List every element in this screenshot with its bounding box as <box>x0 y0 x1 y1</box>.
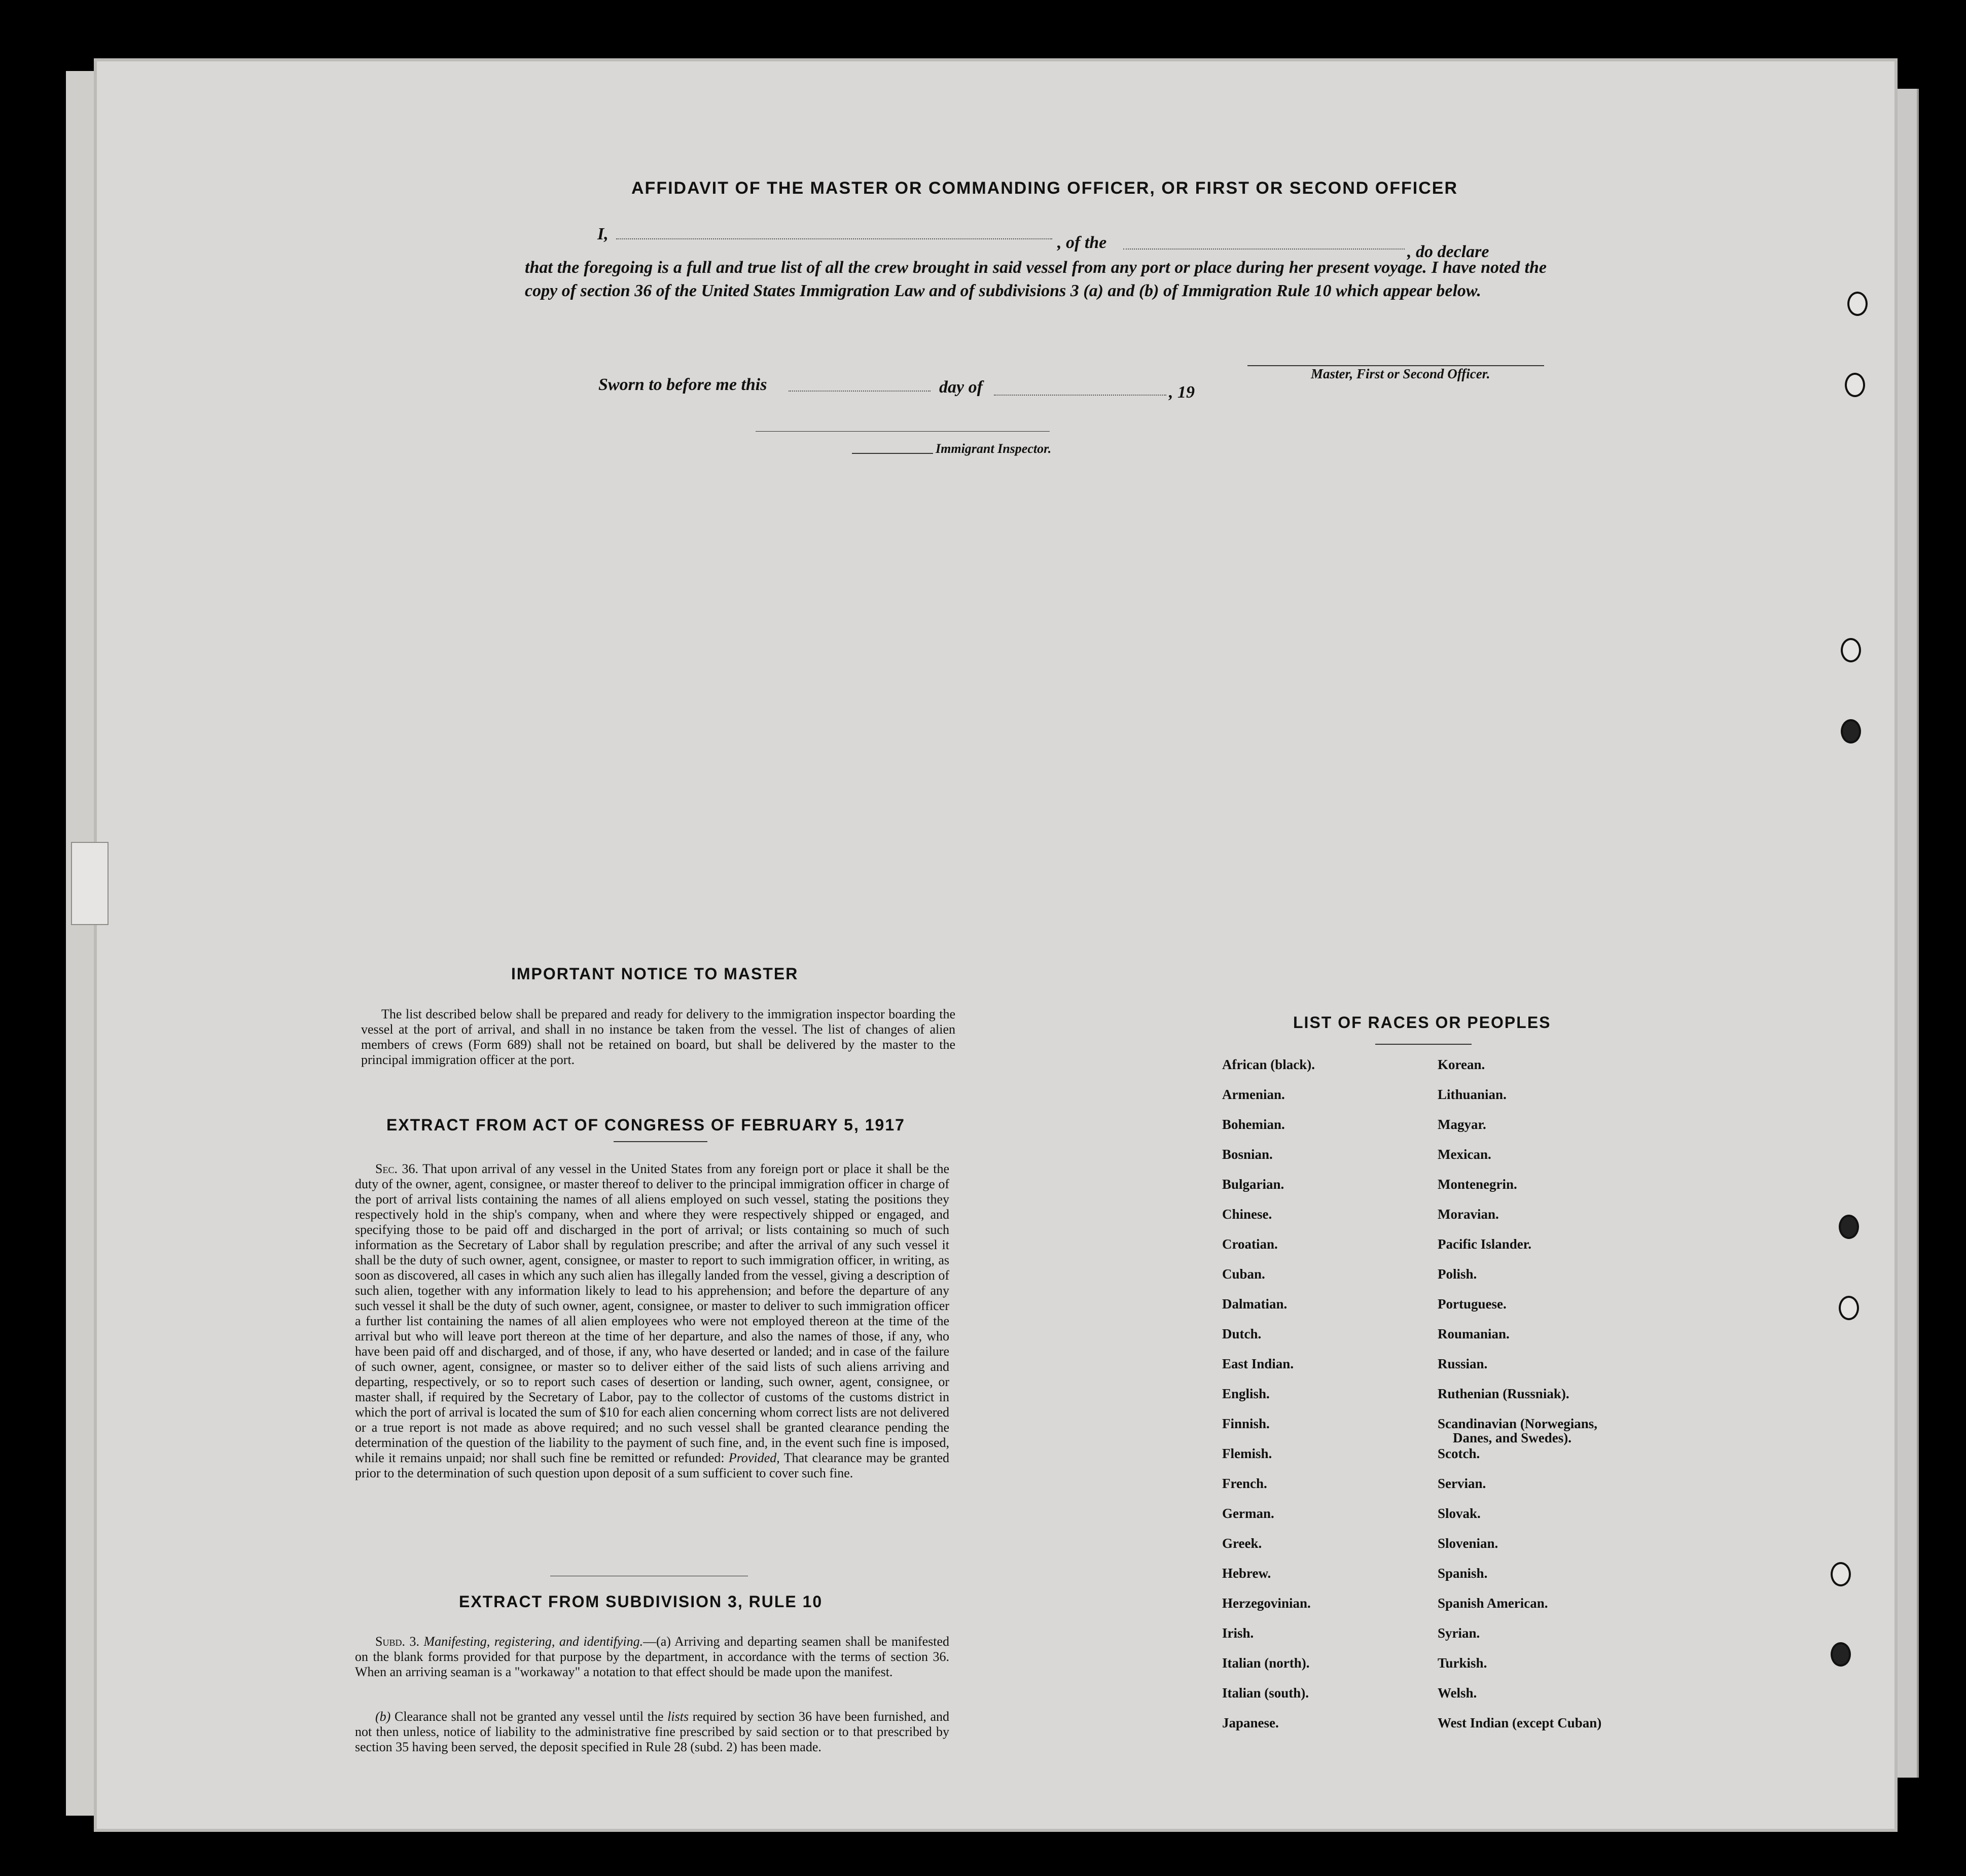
race-item <box>1438 1417 1691 1446</box>
race-item: Polish. <box>1438 1266 1477 1282</box>
race-item: Spanish. <box>1438 1566 1488 1581</box>
inspector-signature-line-short <box>852 453 933 454</box>
race-item: Bohemian. <box>1222 1117 1285 1132</box>
race-item: Italian (north). <box>1222 1655 1310 1671</box>
race-item: Turkish. <box>1438 1655 1487 1671</box>
race-item: German. <box>1222 1506 1274 1521</box>
name-blank <box>616 238 1052 239</box>
race-item: West Indian (except Cuban) <box>1438 1715 1602 1730</box>
race-item: Herzegovinian. <box>1222 1596 1311 1611</box>
left-binding-strip <box>66 71 94 1816</box>
race-item: Scotch. <box>1438 1446 1480 1461</box>
race-item-line2: Danes, and Swedes). <box>1453 1430 1572 1445</box>
race-item: African (black). <box>1222 1057 1315 1072</box>
race-item: Slovak. <box>1438 1506 1481 1521</box>
race-item: Bulgarian. <box>1222 1177 1284 1192</box>
subd-a-text: —(a) Arriving and departing seamen shall be manifested on the blank forms provided for that purpose by the department, in accordance with the terms of section 36. When an arriving seaman is a "workaway" a notation to that effect should be made upon the manifest. <box>355 1634 949 1679</box>
rule-text-b <box>355 1709 949 1755</box>
binder-hole <box>1847 292 1868 316</box>
act-title: EXTRACT FROM ACT OF CONGRESS OF FEBRUARY 5, 1917 <box>386 1116 905 1134</box>
act-text <box>355 1161 949 1481</box>
race-item: Magyar. <box>1438 1117 1486 1132</box>
race-item: Russian. <box>1438 1356 1488 1371</box>
binding-tab <box>71 842 109 925</box>
race-item: Cuban. <box>1222 1266 1265 1282</box>
year-label: , 19 <box>1169 383 1195 402</box>
of-the-label: , of the <box>1057 233 1107 252</box>
race-item: Hebrew. <box>1222 1566 1271 1581</box>
race-item: Mexican. <box>1438 1147 1491 1162</box>
provided-label: Provided, <box>728 1450 780 1465</box>
race-item: Pacific Islander. <box>1438 1236 1531 1252</box>
day-blank <box>789 391 931 392</box>
binder-hole <box>1839 1296 1859 1320</box>
race-item: Bosnian. <box>1222 1147 1273 1162</box>
races-right-column <box>1438 1057 1691 1746</box>
race-item: Flemish. <box>1222 1446 1272 1461</box>
subd-b-lists: lists <box>667 1709 689 1724</box>
race-item: French. <box>1222 1476 1267 1491</box>
race-item: Chinese. <box>1222 1207 1272 1222</box>
race-item: Montenegrin. <box>1438 1177 1517 1192</box>
race-item: Korean. <box>1438 1057 1485 1072</box>
act-title-rule <box>614 1141 707 1142</box>
binder-hole <box>1841 719 1861 744</box>
race-item: Welsh. <box>1438 1685 1477 1701</box>
race-item: Slovenian. <box>1438 1536 1498 1551</box>
rule-text-a <box>355 1634 949 1680</box>
subd-label: Subd. 3. <box>375 1634 419 1649</box>
binder-hole <box>1839 1215 1859 1239</box>
race-item: Ruthenian (Russniak). <box>1438 1386 1569 1401</box>
act-body: That upon arrival of any vessel in the United States from any foreign port or place it shall be the duty of the owner, agent, consignee, or master thereof to deliver to the principal immigration officer in charge of the port of arrival lists containing the names of all aliens employed on such vessel, stating the positions they respectively hold in the ship's company, when and where they were respectively shipped or engaged, and specifying those to be paid off and discharged in the port of arrival; or lists containing so much of such information as the Secretary of Labor shall by regulation prescribe; and after the arrival of any such vessel it shall be the duty of such owner, agent, consignee, or master to report to such immigration officer, in writing, as soon as discovered, all cases in which any such alien has illegally landed from the vessel, giving a description of such alien, together with any information likely to lead to his apprehension; and before the departure of any such vessel it shall be the duty of such owner, agent, consignee, or master to deliver to such immigration officer a further list containing the names of all alien employees who were not employed thereon at the time of the arrival but who will leave port thereon at the time of her departure, and also the names of those, if any, who have been paid off and discharged, and of those, if any, who have deserted or landed; and in case of the failure of such owner, agent, consignee, or master so to deliver either of the said lists of such aliens arriving and departing, respectively, or so to report such cases of desertion or landing, such owner, agent, consignee, or master shall, if required by the Secretary of Labor, pay to the collector of customs of the customs district in which the port of arrival is located the sum of $10 for each alien concerning whom correct lists are not delivered or a true report is not made as above required; and no such vessel shall be granted clearance pending the determination of the question of the liability to the payment of such fine, and, in the event such fine is imposed, while it remains unpaid; nor shall such fine be remitted or refunded: <box>355 1161 950 1465</box>
subd-heading: Manifesting, registering, and identifying. <box>423 1634 644 1649</box>
notice-title: IMPORTANT NOTICE TO MASTER <box>511 965 799 983</box>
race-item: Dutch. <box>1222 1326 1262 1341</box>
race-item: Lithuanian. <box>1438 1087 1507 1102</box>
month-blank <box>994 395 1166 396</box>
affidavit-text: that the foregoing is a full and true list of all the crew brought in said vessel from any port or place during her present voyage. I have noted the copy of section 36 of the United States Immigration Law and of subdivisions 3 (a) and (b) of Immigration Rule 10 which appear below. <box>525 258 1547 300</box>
binder-hole <box>1831 1642 1851 1667</box>
race-item: Irish. <box>1222 1625 1254 1641</box>
do-declare-label: , do declare <box>1407 242 1489 261</box>
race-item: Syrian. <box>1438 1625 1480 1641</box>
master-signature-caption: Master, First or Second Officer. <box>1311 366 1490 381</box>
race-item: East Indian. <box>1222 1356 1294 1371</box>
race-item: Roumanian. <box>1438 1326 1510 1341</box>
inspector-signature-line <box>756 431 1050 432</box>
act-body-end: That clearance may be granted prior to the determination of such question upon deposit of a sum sufficient to cover such fine. <box>355 1450 950 1480</box>
sworn-label: Sworn to before me this <box>598 375 767 394</box>
race-item-line1: Scandinavian (Norwegians, <box>1438 1416 1598 1431</box>
race-item: Italian (south). <box>1222 1685 1309 1701</box>
races-title: LIST OF RACES OR PEOPLES <box>1293 1013 1551 1032</box>
race-item: Spanish American. <box>1438 1596 1548 1611</box>
race-item: English. <box>1222 1386 1270 1401</box>
binder-hole <box>1841 638 1861 662</box>
race-item: Servian. <box>1438 1476 1486 1491</box>
sec-label: Sec. 36. <box>375 1161 419 1176</box>
race-item: Japanese. <box>1222 1715 1279 1730</box>
i-label: I, <box>597 225 609 243</box>
race-item: Finnish. <box>1222 1416 1270 1431</box>
subd-b-text-1: Clearance shall not be granted any vessel until the <box>394 1709 664 1724</box>
binder-hole <box>1831 1562 1851 1586</box>
race-item: Greek. <box>1222 1536 1262 1551</box>
affidavit-title: AFFIDAVIT OF THE MASTER OR COMMANDING OFFICER, OR FIRST OR SECOND OFFICER <box>631 179 1458 198</box>
day-of-label: day of <box>939 378 983 397</box>
inspector-signature-caption: Immigrant Inspector. <box>936 441 1052 456</box>
binder-hole <box>1845 373 1865 397</box>
race-item: Portuguese. <box>1438 1296 1507 1312</box>
race-item: Armenian. <box>1222 1087 1285 1102</box>
race-item: Croatian. <box>1222 1236 1278 1252</box>
race-item: Dalmatian. <box>1222 1296 1288 1312</box>
notice-text: The list described below shall be prepared and ready for delivery to the immigration inspector boarding the vessel at the port of arrival, and shall in no instance be taken from the vessel. The list of changes of alien members of crews (Form 689) shall not be retained on board, but shall be delivered by the master to the principal immigration officer at the port. <box>361 1007 955 1067</box>
subd-b-label: (b) <box>375 1709 391 1724</box>
vessel-blank <box>1123 249 1405 250</box>
race-item: Moravian. <box>1438 1207 1499 1222</box>
rule-title: EXTRACT FROM SUBDIVISION 3, RULE 10 <box>459 1592 823 1611</box>
subd-b-text-2: required by section 36 have been furnished, and not then unless, notice of liability to the administrative fine prescribed by said section or to that prescribed by section 35 having been served, the deposit specified in Rule 28 (subd. 2) has been made. <box>355 1709 949 1754</box>
races-title-rule <box>1375 1044 1472 1045</box>
